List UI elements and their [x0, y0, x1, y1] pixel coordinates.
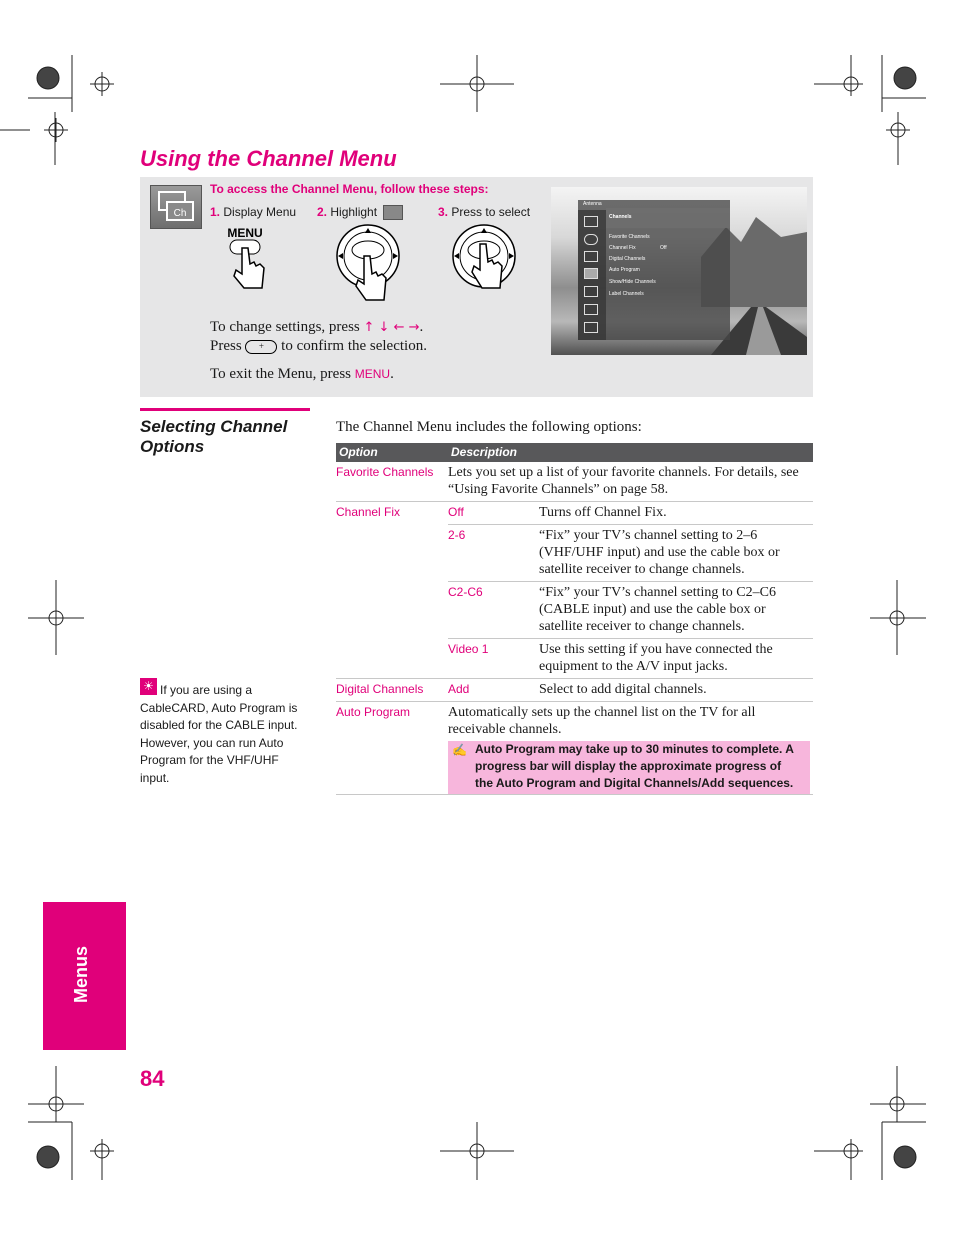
table-header-row [336, 443, 813, 462]
osd-item-label: Label Channels [609, 291, 644, 297]
section-heading: Selecting Channel Options [140, 417, 288, 456]
osd-item-channel-fix: Channel Fix [609, 245, 636, 251]
table-row-auto-program [336, 702, 813, 795]
menu-button-press-illustration [220, 224, 280, 294]
step-1-number: 1. [210, 205, 221, 219]
channel-icon-graphic [151, 186, 201, 228]
page-number: 84 [140, 1066, 165, 1091]
osd-item-digital: Digital Channels [609, 256, 646, 262]
value-video-1: Video 1 [448, 639, 539, 679]
step-1 [210, 205, 296, 219]
side-tab [43, 902, 126, 1050]
description-auto-program-cell [448, 702, 813, 795]
enter-button-icon: + [245, 340, 277, 354]
osd-setup-icon [584, 304, 598, 315]
step-3 [438, 205, 530, 219]
description-digital-channels: Select to add digital channels. [539, 679, 813, 702]
osd-source-label: Antenna [583, 201, 602, 207]
step-3-number: 3. [438, 205, 449, 219]
steps-heading: To access the Channel Menu, follow these steps: [210, 182, 489, 196]
osd-item-favorite: Favorite Channels [609, 234, 650, 240]
option-digital-channels: Digital Channels [336, 679, 448, 702]
change-settings-instructions: To change settings, press ↑ ↓ ← →. Press + to confirm the selection. [210, 319, 427, 354]
lightbulb-tip-icon: ☀ [140, 678, 157, 695]
section-intro: The Channel Menu includes the following options: [336, 419, 642, 435]
osd-menu-title: Channels [609, 214, 632, 220]
value-off: Off [448, 502, 539, 525]
step-2 [317, 205, 403, 220]
osd-item-auto-program: Auto Program [609, 267, 640, 273]
menu-button-label: MENU [227, 226, 263, 240]
auto-program-note-text: Auto Program may take up to 30 minutes to complete. A progress bar will display the approximate progress of the Auto Program and Digital Channels/Add sequences. [475, 742, 794, 790]
description-off: Turns off Channel Fix. [539, 502, 813, 525]
arrow-keys-icon: ↑ ↓ ← → [363, 320, 420, 335]
side-tab-label: Menus [71, 946, 91, 1004]
osd-sound-icon [584, 234, 598, 245]
pencil-note-icon: ✍ [452, 743, 467, 757]
table-row-channel-fix-off [336, 502, 813, 525]
description-favorite-channels: Lets you set up a list of your favorite channels. For details, see “Using Favorite Channels” on page 58. [448, 462, 813, 502]
change-line-2-start: Press [210, 338, 242, 354]
osd-apps-icon [584, 322, 598, 333]
table-header-option: Option [336, 443, 448, 462]
description-c2-c6: “Fix” your TV’s channel setting to C2–C6 (CABLE input) and use the cable box or satellite receiver to change channels. [539, 582, 813, 639]
description-2-6: “Fix” your TV’s channel setting to 2–6 (VHF/UHF input) and use the cable box or satellite receiver to change channels. [539, 525, 813, 582]
osd-screen-icon [584, 251, 598, 262]
exit-menu-word: MENU [354, 367, 391, 381]
table-header-description: Description [448, 443, 813, 462]
channel-menu-icon [150, 185, 202, 229]
step-2-label: Highlight [330, 205, 378, 219]
exit-instructions: To exit the Menu, press MENU. [210, 366, 394, 382]
osd-channel-fix-value: Off [660, 245, 667, 251]
step-2-number: 2. [317, 205, 328, 219]
step-3-label: Press to select [451, 205, 531, 219]
exit-line: To exit the Menu, press [210, 366, 352, 382]
change-line-1: To change settings, press [210, 319, 360, 335]
change-line-2-end: to confirm the selection. [281, 338, 427, 354]
option-channel-fix: Channel Fix [336, 502, 448, 679]
value-c2-c6: C2-C6 [448, 582, 539, 639]
table-row-favorite [336, 462, 813, 502]
option-auto-program [336, 702, 448, 795]
tip-text: If you are using a CableCARD, Auto Program is disabled for the CABLE input. However, you can run Auto Program for the VHF/UHF input. [140, 683, 298, 785]
option-favorite-channels: Favorite Channels [336, 462, 448, 502]
osd-item-show-hide: Show/Hide Channels [609, 279, 656, 285]
value-2-6: 2-6 [448, 525, 539, 582]
auto-program-note [448, 741, 810, 794]
channel-icon-label: Ch [173, 208, 187, 219]
channel-small-icon [383, 205, 403, 220]
page-title: Using the Channel Menu [140, 146, 397, 171]
step-1-label: Display Menu [223, 205, 297, 219]
table-row-digital [336, 679, 813, 702]
description-video-1: Use this setting if you have connected the equipment to the A/V input jacks. [539, 639, 813, 679]
value-add: Add [448, 679, 539, 702]
section-rule [140, 408, 310, 411]
joystick-select-illustration [450, 224, 522, 296]
osd-channel-icon [584, 268, 598, 279]
osd-picture-icon [584, 216, 598, 227]
joystick-highlight-illustration [334, 224, 406, 306]
description-auto-program: Automatically sets up the channel list on the TV for all receivable channels. [448, 705, 756, 737]
option-auto-program-label: Auto Program [336, 705, 411, 719]
osd-parent-icon [584, 286, 598, 297]
channel-options-table [336, 443, 813, 795]
